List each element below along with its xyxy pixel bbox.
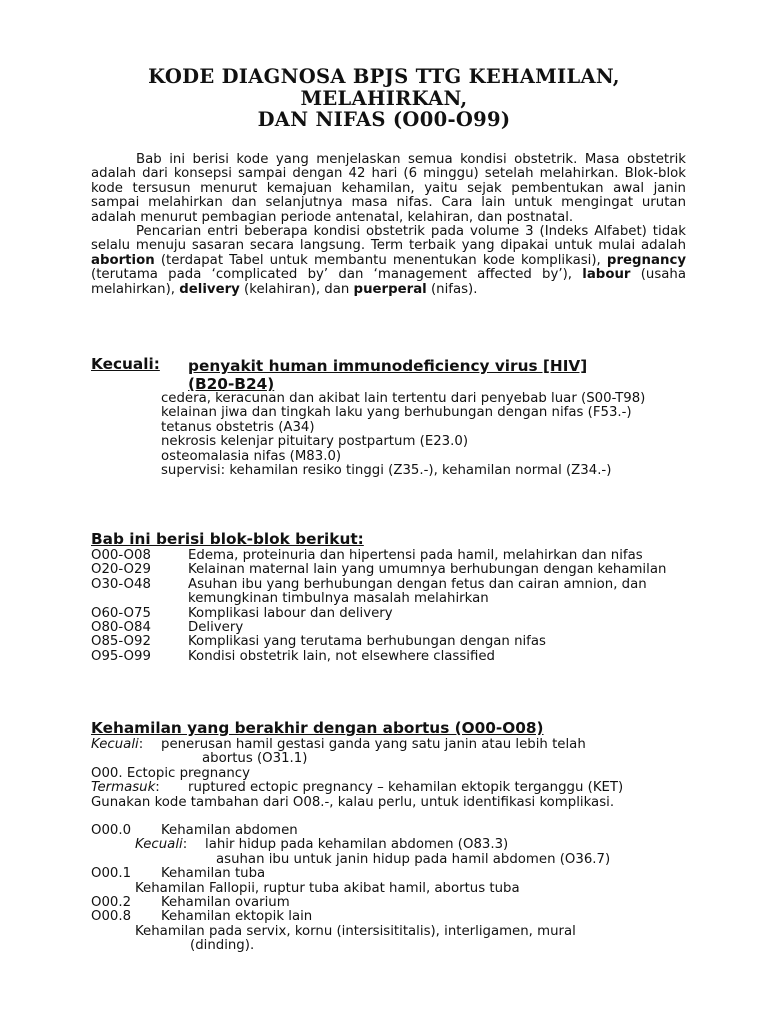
- o001-sub: Kehamilan Fallopii, ruptur tuba akibat hamil, abortus tuba: [135, 880, 520, 896]
- block-code: O30-O48: [91, 576, 151, 592]
- kecuali-text: penerusan hamil gestasi ganda yang satu janin atau lebih telah: [161, 737, 586, 752]
- termasuk-text: ruptured ectopic pregnancy – kehamilan ektopik terganggu (KET): [188, 780, 624, 796]
- o000-kecuali-row: [91, 838, 691, 852]
- table-row: [91, 578, 686, 607]
- table-row: [91, 563, 686, 577]
- term-delivery: delivery: [179, 281, 240, 297]
- code-desc: Kehamilan ovarium: [161, 895, 290, 911]
- term-abortion: abortion: [91, 252, 155, 268]
- list-item: tetanus obstetris (A34): [161, 419, 315, 435]
- blocks-list: [91, 549, 686, 664]
- code-row-o000: [91, 824, 691, 838]
- kecuali-label-italic: Kecuali: [91, 737, 139, 752]
- intro-text: (usaha melahirkan),: [91, 267, 686, 297]
- block-code: O00-O08: [91, 548, 151, 563]
- code-desc: Kehamilan ektopik lain: [161, 909, 313, 925]
- gunakan-line: Gunakan kode tambahan dari O08.-, kalau perlu, untuk identifikasi komplikasi.: [91, 794, 615, 810]
- kecuali-label-italic: Kecuali: [135, 837, 183, 853]
- code: O00.1: [91, 866, 132, 882]
- block-desc: Asuhan ibu yang berhubungan dengan fetus dan cairan amnion, dan kemungkinan timbulnya masalah melahirkan: [188, 576, 647, 607]
- title-line-2: MELAHIRKAN,: [300, 86, 468, 110]
- code-row-o008: [91, 910, 691, 924]
- kecuali-continuation: abortus (O31.1): [202, 751, 308, 767]
- blocks-heading: Bab ini berisi blok-blok berikut:: [91, 530, 364, 548]
- block-desc: Komplikasi labour dan delivery: [188, 605, 393, 621]
- termasuk-label-cell: [91, 781, 188, 795]
- code-row-o001: [91, 867, 691, 881]
- list-item: osteomalasia nifas (M83.0): [161, 448, 342, 464]
- o008-sub-1: Kehamilan pada servix, kornu (intersisititalis), interligamen, mural: [135, 923, 576, 939]
- o00-line: O00. Ectopic pregnancy: [91, 765, 250, 781]
- table-row: [91, 621, 686, 635]
- intro-text: Pencarian entri beberapa kondisi obstetrik pada volume 3 (Indeks Alfabet) tidak selalu menuju sasaran secara langsung. Term terbaik yang dipakai untuk mulai adalah: [91, 224, 686, 254]
- title-line-1: KODE DIAGNOSA BPJS TTG KEHAMILAN,: [148, 65, 620, 88]
- intro-section: [91, 153, 686, 297]
- block-code: O80-O84: [91, 620, 151, 636]
- block-desc: Delivery: [188, 620, 244, 636]
- intro-text: (nifas).: [426, 281, 478, 297]
- code-desc: Kehamilan tuba: [161, 866, 266, 882]
- term-pregnancy: pregnancy: [606, 252, 686, 268]
- intro-text: (terdapat Tabel untuk membantu menentukan kode komplikasi),: [154, 252, 607, 268]
- block-desc: Komplikasi yang terutama berhubungan dengan nifas: [188, 634, 546, 650]
- code: O00.8: [91, 909, 132, 925]
- kecuali-main-line-2: (B20-B24): [188, 375, 275, 393]
- block-code: O20-O29: [91, 562, 151, 578]
- kecuali-label-cell: [135, 838, 205, 852]
- block-desc: Edema, proteinuria dan hipertensi pada hamil, melahirkan dan nifas: [188, 548, 643, 563]
- code-desc: Kehamilan abdomen: [161, 823, 298, 839]
- o008-sub-2: (dinding).: [190, 938, 255, 954]
- kecuali-label-cell: [91, 738, 161, 752]
- code: O00.2: [91, 895, 132, 911]
- table-row: [91, 607, 686, 621]
- intro-paragraph-1: Bab ini berisi kode yang menjelaskan semua kondisi obstetrik. Masa obstetrik adalah dari konsepsi sampai dengan 42 hari (6 minggu) setelah melahirkan. Blok-blok kode tersusun menurut kemajuan kehamilan, yaitu sejak pembentukan awal janin sampai melahirkan dan selanjutnya masa nifas. Cara lain untuk mengingat urutan adalah menurut pembagian periode antenatal, kelahiran, dan postnatal.: [91, 152, 686, 225]
- code-row-o002: [91, 896, 691, 910]
- list-item: cedera, keracunan dan akibat lain tertentu dari penyebab luar (S00-T98): [161, 391, 646, 406]
- kecuali-text-2: asuhan ibu untuk janin hidup pada hamil abdomen (O36.7): [216, 851, 611, 867]
- colon: :: [155, 780, 160, 796]
- kecuali-text: lahir hidup pada kehamilan abdomen (O83.3): [205, 837, 509, 853]
- term-labour: labour: [582, 267, 631, 283]
- block-code: O60-O75: [91, 605, 151, 621]
- colon: :: [182, 837, 188, 853]
- block-desc: Kelainan maternal lain yang umumnya berhubungan dengan kehamilan: [188, 562, 667, 578]
- block-desc: Kondisi obstetrik lain, not elsewhere classified: [188, 648, 495, 664]
- intro-text: (terutama pada ‘complicated by’ dan ‘management affected by’),: [91, 267, 583, 283]
- termasuk-line: [91, 781, 691, 795]
- spacer: [91, 810, 691, 824]
- kecuali-label: Kecuali:: [91, 355, 160, 373]
- abortus-kecuali: [91, 738, 691, 752]
- table-row: [91, 650, 686, 664]
- abortus-heading: Kehamilan yang berakhir dengan abortus (O00-O08): [91, 719, 544, 737]
- intro-paragraph-2: [91, 225, 686, 297]
- block-code: O95-O99: [91, 648, 151, 664]
- title-line-3: DAN NIFAS (O00-O99): [257, 108, 511, 131]
- list-item: nekrosis kelenjar pituitary postpartum (E23.0): [161, 434, 469, 450]
- document-title: [0, 66, 768, 131]
- list-item: supervisi: kehamilan resiko tinggi (Z35.-), kehamilan normal (Z34.-): [161, 463, 612, 479]
- kecuali-main: [188, 357, 668, 393]
- code: O00.0: [91, 823, 132, 839]
- list-item: kelainan jiwa dan tingkah laku yang berhubungan dengan nifas (F53.-): [161, 405, 632, 421]
- table-row: [91, 635, 686, 649]
- kecuali-main-line-1: penyakit human immunodeficiency virus [HIV]: [188, 357, 588, 375]
- colon: :: [138, 737, 144, 752]
- kecuali-list: [161, 392, 686, 478]
- block-code: O85-O92: [91, 634, 151, 650]
- intro-text: (kelahiran), dan: [239, 281, 354, 297]
- term-puerperal: puerperal: [353, 281, 427, 297]
- termasuk-label-italic: Termasuk: [91, 780, 156, 796]
- table-row: [91, 549, 686, 563]
- abortus-section: [91, 738, 691, 954]
